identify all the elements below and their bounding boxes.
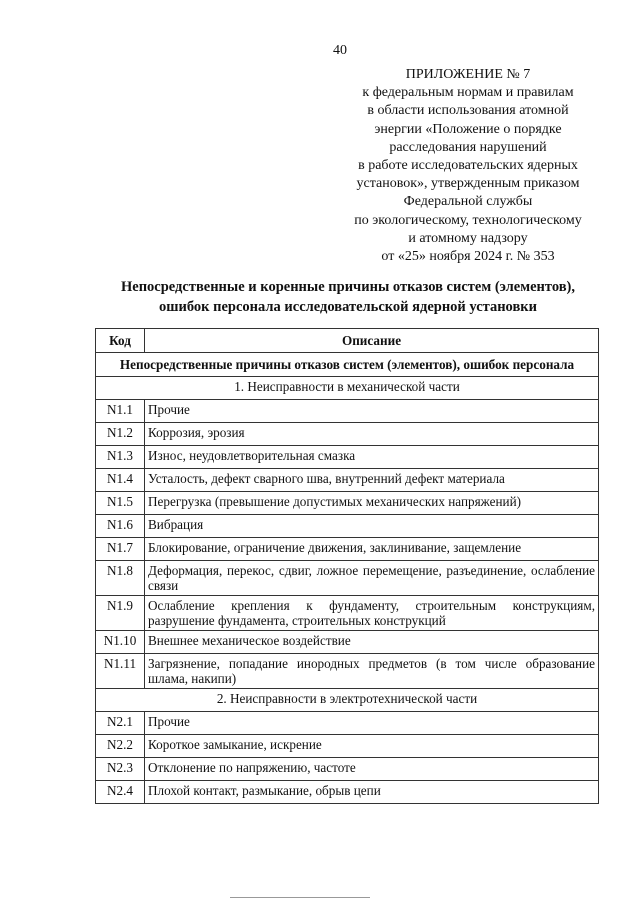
table-row: [96, 423, 599, 446]
appendix-line: Федеральной службы: [403, 194, 533, 210]
row-description: Коррозия, эрозия: [145, 423, 599, 446]
row-code: N1.11: [96, 654, 145, 689]
row-code: N1.4: [96, 469, 145, 492]
table-row: [96, 515, 599, 538]
row-description: Внешнее механическое воздействие: [145, 631, 599, 654]
row-code: N1.6: [96, 515, 145, 538]
row-description: Деформация, перекос, сдвиг, ложное перемещение, разъединение, ослабление связи: [145, 561, 599, 596]
row-description: Усталость, дефект сварного шва, внутренний дефект материала: [145, 469, 599, 492]
row-code: N2.1: [96, 712, 145, 735]
appendix-header: [318, 66, 618, 266]
row-code: N1.7: [96, 538, 145, 561]
row-code: N1.3: [96, 446, 145, 469]
page-number: 40: [333, 43, 347, 58]
appendix-line: расследования нарушений: [389, 139, 547, 155]
row-description: Вибрация: [145, 515, 599, 538]
row-description: Прочие: [145, 400, 599, 423]
appendix-line: от «25» ноября 2024 г. № 353: [381, 249, 555, 265]
appendix-line: энергии «Положение о порядке: [374, 121, 562, 137]
scan-artifact-line: [230, 897, 370, 898]
section-row: [96, 353, 599, 377]
appendix-line: установок», утвержденным приказом: [356, 176, 580, 192]
table-row: [96, 446, 599, 469]
appendix-line: в области использования атомной: [367, 103, 569, 119]
table-row: [96, 596, 599, 631]
table-row: [96, 712, 599, 735]
table-row: [96, 538, 599, 561]
appendix-line: ПРИЛОЖЕНИЕ № 7: [405, 67, 531, 82]
appendix-line: по экологическому, технологическому: [354, 212, 582, 228]
title-line: ошибок персонала исследовательской ядерной установки: [159, 299, 537, 315]
table-header-row: [96, 329, 599, 353]
row-description: Блокирование, ограничение движения, заклинивание, защемление: [145, 538, 599, 561]
row-code: N1.10: [96, 631, 145, 654]
table-row: [96, 400, 599, 423]
appendix-line: к федеральным нормам и правилам: [362, 85, 574, 101]
row-code: N2.3: [96, 758, 145, 781]
row-description: Короткое замыкание, искрение: [145, 735, 599, 758]
row-code: N1.5: [96, 492, 145, 515]
section-title: Непосредственные причины отказов систем (элементов), ошибок персонала: [96, 353, 599, 377]
table-row: [96, 654, 599, 689]
row-code: N2.2: [96, 735, 145, 758]
table-row: [96, 492, 599, 515]
group-row: [96, 689, 599, 712]
table-row: [96, 758, 599, 781]
causes-table: [95, 328, 599, 804]
appendix-line: в работе исследовательских ядерных: [358, 158, 578, 174]
row-description: Плохой контакт, размыкание, обрыв цепи: [145, 781, 599, 804]
table-row: [96, 631, 599, 654]
row-code: N1.8: [96, 561, 145, 596]
header-code: Код: [96, 329, 145, 353]
table-row: [96, 561, 599, 596]
row-code: N1.9: [96, 596, 145, 631]
row-code: N2.4: [96, 781, 145, 804]
row-description: Загрязнение, попадание инородных предметов (в том числе образование шлама, накипи): [145, 654, 599, 689]
document-title: [90, 277, 606, 317]
group-title: 2. Неисправности в электротехнической части: [96, 689, 599, 712]
group-row: [96, 377, 599, 400]
row-code: N1.2: [96, 423, 145, 446]
row-description: Ослабление крепления к фундаменту, строительным конструкциям, разрушение фундамента, строительных конструкций: [145, 596, 599, 631]
row-description: Износ, неудовлетворительная смазка: [145, 446, 599, 469]
header-description: Описание: [145, 329, 599, 353]
table-row: [96, 469, 599, 492]
row-description: Перегрузка (превышение допустимых механических напряжений): [145, 492, 599, 515]
table-row: [96, 781, 599, 804]
table-row: [96, 735, 599, 758]
row-code: N1.1: [96, 400, 145, 423]
group-title: 1. Неисправности в механической части: [96, 377, 599, 400]
row-description: Прочие: [145, 712, 599, 735]
title-line: Непосредственные и коренные причины отказов систем (элементов),: [120, 279, 576, 295]
appendix-line: и атомному надзору: [408, 230, 528, 246]
row-description: Отклонение по напряжению, частоте: [145, 758, 599, 781]
